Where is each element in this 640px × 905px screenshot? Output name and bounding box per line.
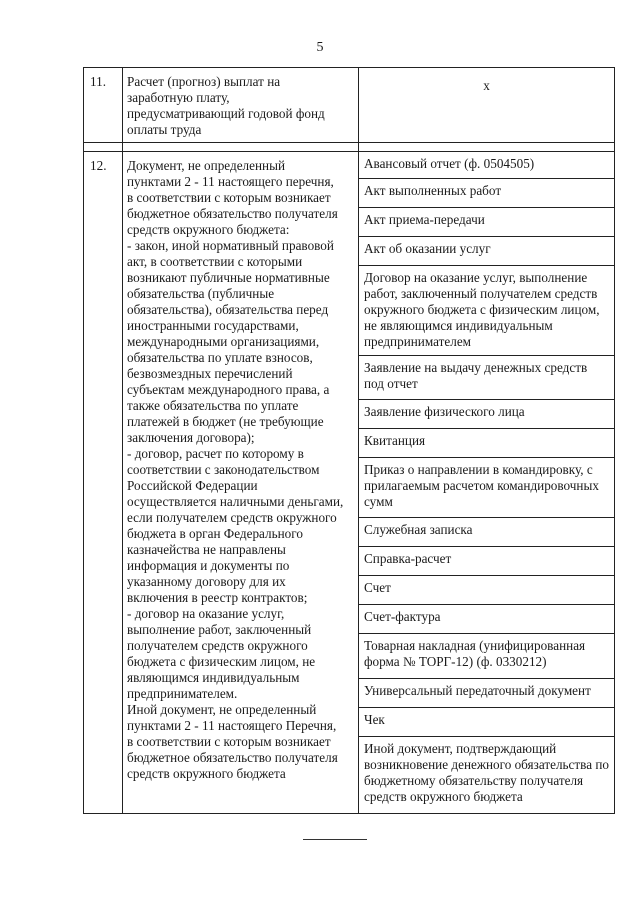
document-item: Иной документ, подтверждающий возникновение денежного обязательства по бюджетному обязательству получателя средств окружного бюджета: [359, 736, 614, 813]
row-description: [123, 68, 359, 143]
description-text: Расчет (прогноз) выплат на заработную плату, предусматривающий годовой фонд оплаты труда: [127, 74, 325, 137]
document-item: Товарная накладная (унифицированная форма № ТОРГ-12) (ф. 0330212): [359, 633, 614, 678]
document-table: [83, 67, 615, 814]
document-item: Приказ о направлении в командировку, с прилагаемым расчетом командировочных сумм: [359, 457, 614, 517]
document-item: Счет: [359, 575, 614, 604]
table-spacer-row: [84, 143, 615, 152]
document-item: Квитанция: [359, 428, 614, 457]
document-item: Договор на оказание услуг, выполнение работ, заключенный получателем средств окружного бюджета с физическим лицом, не являющимся индивидуальным предпринимателем: [359, 265, 614, 355]
document-item: Заявление физического лица: [359, 399, 614, 428]
row-description: [123, 152, 359, 814]
document-item: Авансовый отчет (ф. 0504505): [364, 156, 535, 171]
document-item: Акт приема-передачи: [359, 207, 614, 236]
document-item: Чек: [359, 707, 614, 736]
table-row-12: [84, 152, 615, 814]
documents-cell: [359, 152, 615, 814]
document-item: Акт об оказании услуг: [359, 236, 614, 265]
row-number: 12.: [84, 152, 123, 814]
description-text: Документ, не определенный пунктами 2 - 11 настоящего перечня, в соответствии с которым возникает бюджетное обязательство получателя средств окружного бюджета: - закон, иной нормативный правовой акт, в соответствии с которыми возникают публичные нормативные обязательства (публичные обязательства), обязательства перед иностранными государствами, международными организациями, обязательства по уплате взносов, безвозмездных перечислений субъектам международного права, а также обязательства по уплате платежей в бюджет (не требующие заключения договора); - договор, расчет по которому в соответствии с законодательством Российской Федерации осуществляется наличными деньгами, если получателем средств окружного бюджета в орган Федерального казначейства не направлены информация и документы по указанному договору для их включения в реестр контрактов; - договор на оказание услуг, выполнение работ, заключенный получателем средств окружного бюджета с физическим лицом, не являющимся индивидуальным предпринимателем. Иной документ, не определенный пунктами 2 - 11 настоящего Перечня, в соответствии с которым возникает бюджетное обязательство получателя средств окружного бюджета: [127, 158, 344, 781]
table-row-11: [84, 68, 615, 143]
document-item: Заявление на выдачу денежных средств под отчет: [359, 355, 614, 399]
documents-list: [359, 152, 614, 813]
page-number: 5: [316, 40, 324, 55]
document-item: Справка-расчет: [359, 546, 614, 575]
row-number: 11.: [84, 68, 123, 143]
footer-divider: [303, 839, 367, 840]
document-item: Универсальный передаточный документ: [359, 678, 614, 707]
row-value: х: [359, 68, 615, 143]
document-item: Акт выполненных работ: [359, 178, 614, 207]
document-item: Служебная записка: [359, 517, 614, 546]
document-item: Счет-фактура: [359, 604, 614, 633]
